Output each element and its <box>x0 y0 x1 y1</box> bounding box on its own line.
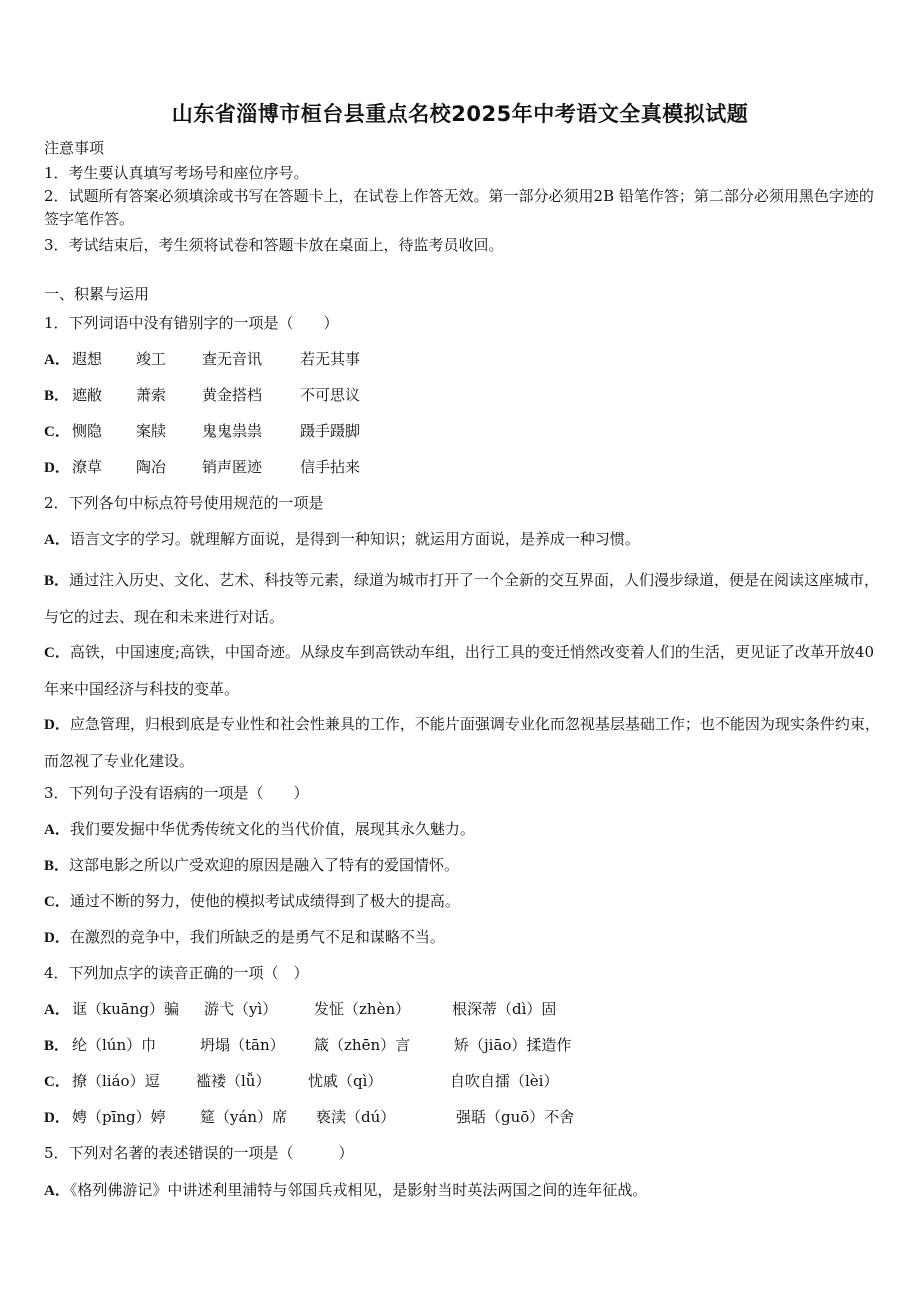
q4-option-b <box>44 1035 571 1056</box>
option-word: 筵（yán）席 <box>200 1108 288 1126</box>
option-text: 应急管理，归根到底是专业性和社会性兼具的工作，不能片面强调专业化而忽视基层基础工作；也不能因为现实条件约束，而忽视了专业化建设。 <box>44 715 880 770</box>
option-word: 竣工 <box>136 350 167 368</box>
option-word: 坍塌（tān） <box>200 1036 285 1054</box>
option-word: 恻隐 <box>72 422 103 440</box>
option-label: B． <box>44 1038 70 1054</box>
option-word: 忧戚（qì） <box>308 1072 383 1090</box>
question-4-stem: 4．下列加点字的读音正确的一项（ ） <box>44 964 309 982</box>
option-word: 销声匿迹 <box>202 458 263 476</box>
option-label: C． <box>44 424 70 440</box>
option-word: 陶冶 <box>136 458 167 476</box>
option-label: A． <box>44 822 70 838</box>
q4-option-a <box>44 999 556 1020</box>
option-word: 鬼鬼祟祟 <box>202 422 263 440</box>
q3-option-d <box>44 927 445 948</box>
option-text: 在激烈的竞争中，我们所缺乏的是勇气不足和谋略不当。 <box>69 928 445 946</box>
q3-option-b <box>44 855 459 876</box>
q3-option-c <box>44 891 460 912</box>
q2-option-a <box>44 529 640 550</box>
option-text: 我们要发掘中华优秀传统文化的当代价值，展现其永久魅力。 <box>69 820 475 838</box>
notice-item-1: 1．考生要认真填写考场号和座位序号。 <box>44 164 309 182</box>
question-2-stem: 2．下列各句中标点符号使用规范的一项是 <box>44 494 324 512</box>
q1-option-c <box>44 421 360 442</box>
q3-option-a <box>44 819 475 840</box>
exam-title: 山东省淄博市桓台县重点名校2025年中考语文全真模拟试题 <box>171 102 749 126</box>
option-word: 遮敝 <box>72 386 103 404</box>
q2-option-b <box>44 562 880 635</box>
option-word: 发怔（zhèn） <box>314 1000 411 1018</box>
option-label: A． <box>44 1183 70 1199</box>
option-word: 信手拈来 <box>300 458 361 476</box>
question-1-stem: 1．下列词语中没有错别字的一项是（ ） <box>44 314 339 332</box>
q2-option-c <box>44 634 880 707</box>
option-label: A． <box>44 1002 70 1018</box>
question-3-stem: 3．下列句子没有语病的一项是（ ） <box>44 784 309 802</box>
q4-option-d <box>44 1107 574 1128</box>
option-word: 撩（liáo）逗 <box>72 1072 160 1090</box>
question-5-stem: 5．下列对名著的表述错误的一项是（ ） <box>44 1144 354 1162</box>
option-label: C． <box>44 1074 70 1090</box>
option-word: 自吹自擂（lèi） <box>450 1072 559 1090</box>
option-label: C． <box>44 645 70 661</box>
option-word: 潦草 <box>72 458 103 476</box>
option-label: D． <box>44 1110 70 1126</box>
option-label: A． <box>44 532 70 548</box>
section-heading: 一、积累与运用 <box>44 285 150 303</box>
q1-option-b <box>44 385 360 406</box>
option-label: D． <box>44 717 70 733</box>
option-label: A． <box>44 352 70 368</box>
notice-item-2: 2．试题所有答案必须填涂或书写在答题卡上，在试卷上作答无效。第一部分必须用2B 铅笔作答；第二部分必须用黑色字迹的签字笔作答。 <box>44 187 874 228</box>
option-word: 纶（lún）巾 <box>72 1036 157 1054</box>
option-word: 娉（pīng）婷 <box>72 1108 166 1126</box>
option-text: 高铁，中国速度;高铁，中国奇迹。从绿皮车到高铁动车组，出行工具的变迁悄然改变着人们的生活，更见证了改革开放40年来中国经济与科技的变革。 <box>44 643 874 698</box>
option-label: C． <box>44 894 70 910</box>
option-label: D． <box>44 930 70 946</box>
notice-item-3: 3．考试结束后，考生须将试卷和答题卡放在桌面上，待监考员收回。 <box>44 236 504 254</box>
option-word: 强聒（guō）不舍 <box>456 1108 575 1126</box>
option-word: 诓（kuāng）骗 <box>72 1000 179 1018</box>
notice-heading: 注意事项 <box>44 139 105 157</box>
q1-option-d <box>44 457 360 478</box>
option-label: B． <box>44 388 70 404</box>
option-word: 游弋（yì） <box>204 1000 278 1018</box>
option-text: 通过不断的努力，使他的模拟考试成绩得到了极大的提高。 <box>69 892 460 910</box>
option-word: 若无其事 <box>300 350 361 368</box>
option-word: 箴（zhēn）言 <box>314 1036 411 1054</box>
option-word: 萧索 <box>136 386 167 404</box>
option-word: 亵渎（dú） <box>316 1108 396 1126</box>
option-word: 不可思议 <box>300 386 361 404</box>
option-word: 矫（jiāo）揉造作 <box>454 1036 572 1054</box>
option-word: 蹑手蹑脚 <box>300 422 361 440</box>
q2-option-d <box>44 706 880 779</box>
option-word: 案牍 <box>136 422 167 440</box>
q5-option-a <box>44 1180 647 1201</box>
option-text: 这部电影之所以广受欢迎的原因是融入了特有的爱国情怀。 <box>69 856 460 874</box>
q4-option-c <box>44 1071 558 1092</box>
option-word: 查无音讯 <box>202 350 263 368</box>
option-text: 通过注入历史、文化、艺术、科技等元素，绿道为城市打开了一个全新的交互界面，人们漫步绿道，便是在阅读这座城市，与它的过去、现在和未来进行对话。 <box>44 571 880 626</box>
option-word: 黄金搭档 <box>202 386 263 404</box>
option-label: B． <box>44 573 70 589</box>
option-text: 语言文字的学习。就理解方面说，是得到一种知识；就运用方面说，是养成一种习惯。 <box>69 530 640 548</box>
option-word: 遐想 <box>72 350 103 368</box>
option-label: D． <box>44 460 70 476</box>
option-label: B． <box>44 858 70 874</box>
option-text: 《格列佛游记》中讲述利里浦特与邻国兵戎相见，是影射当时英法两国之间的连年征战。 <box>69 1181 648 1199</box>
option-word: 根深蒂（dì）固 <box>452 1000 557 1018</box>
option-word: 褴褛（lǚ） <box>196 1072 271 1090</box>
q1-option-a <box>44 349 360 370</box>
